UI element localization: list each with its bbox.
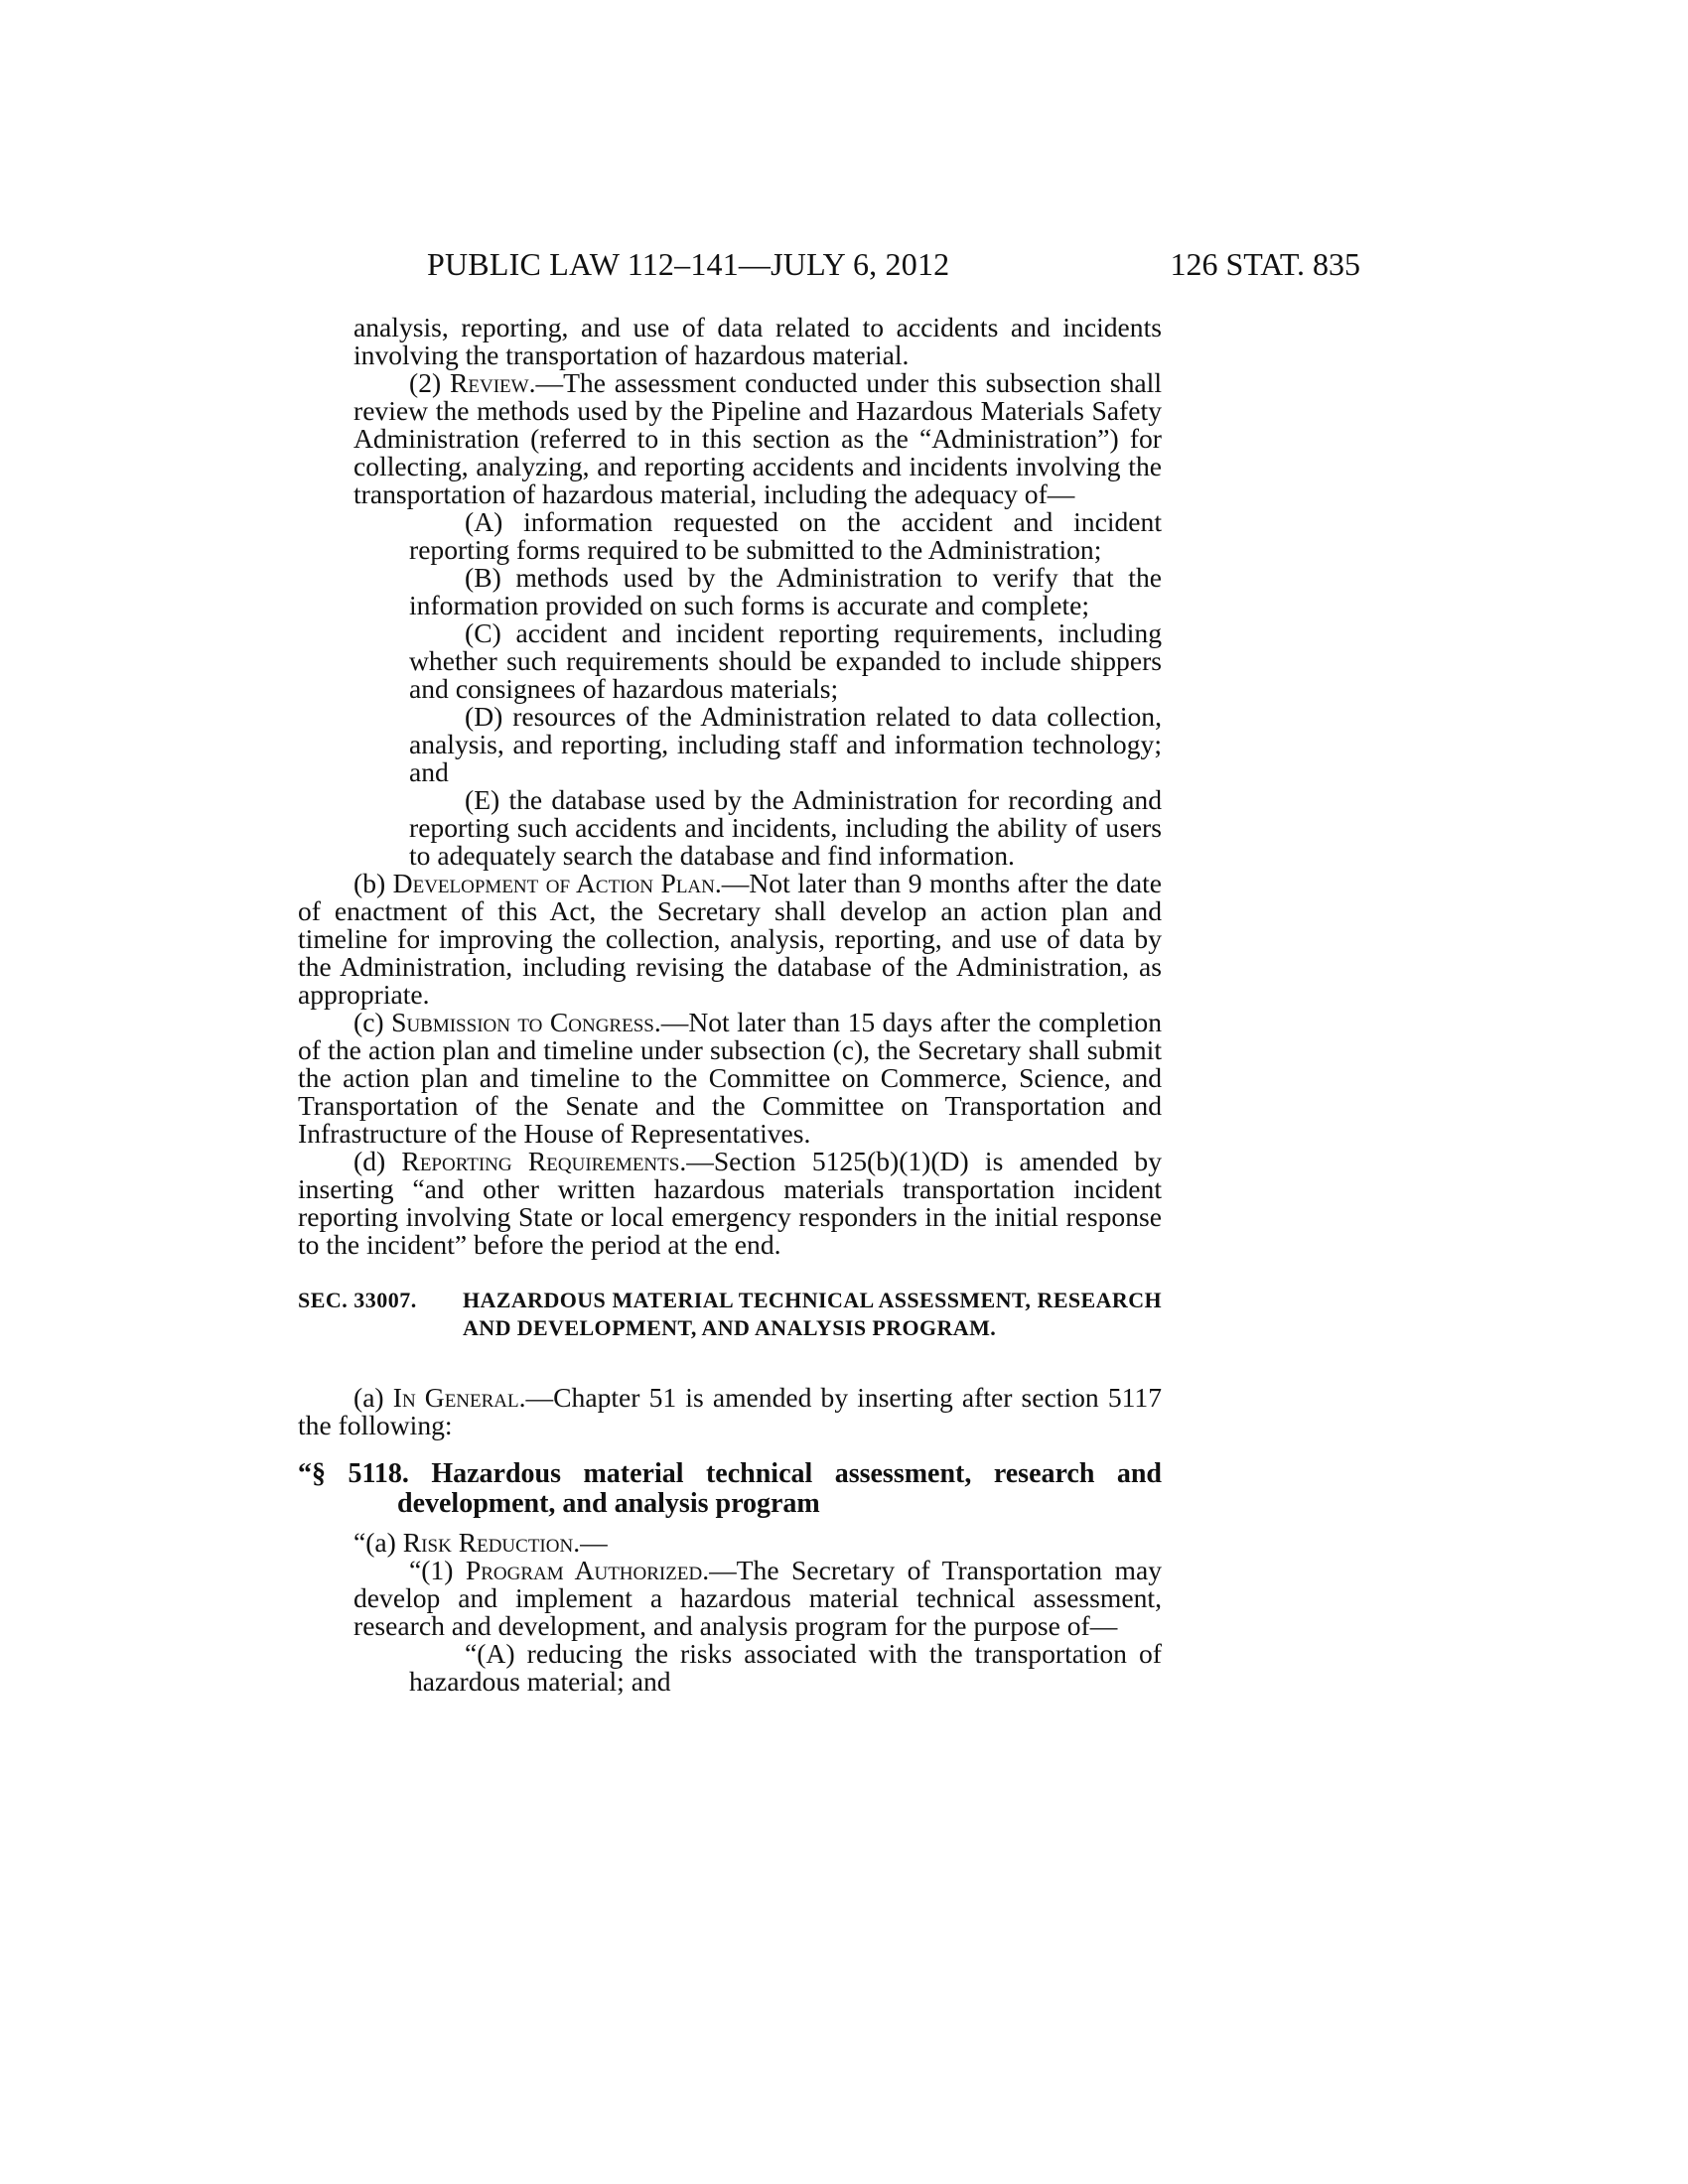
program-paragraph bbox=[353, 1557, 1162, 1640]
code-section-heading: “§ 5118. Hazardous material technical assessment, research and development, and analysis program bbox=[298, 1458, 1162, 1519]
submission-heading: Submission to Congress bbox=[391, 1007, 654, 1037]
submission-text: .—Not later than 15 days after the completion of the action plan and timeline under subsection (c), the Secretary shall submit the action plan and timeline to the Committee on Commerce, Science, and Transportation of the Senate and the Committee on Transportation and Infrastructure of the House of Representatives. bbox=[298, 1007, 1163, 1149]
reporting-text: .—Section 5125(b)(1)(D) is amended by inserting “and other written hazardous materials transportation incident reporting involving State or local emergency responders in the initial response to the incident” before the period at the end. bbox=[298, 1146, 1162, 1260]
development-paragraph bbox=[298, 870, 1162, 1009]
section-heading bbox=[298, 1287, 1162, 1370]
section-label: SEC. 33007. bbox=[298, 1288, 417, 1312]
reporting-paragraph bbox=[298, 1148, 1162, 1259]
general-text: .—Chapter 51 is amended by inserting after section 5117 the following: bbox=[298, 1382, 1162, 1440]
risk-reduction-paragraph bbox=[353, 1529, 1162, 1557]
document-body bbox=[298, 314, 1162, 1696]
program-heading: Program Authorized bbox=[465, 1555, 703, 1585]
reporting-heading: Reporting Requirements bbox=[401, 1146, 680, 1176]
clause-d: (D) resources of the Administration related to data collection, analysis, and reporting, including staff and information technology; and bbox=[409, 701, 1162, 787]
program-text: .—The Secretary of Transportation may develop and implement a hazardous material technical assessment, research and development, and analysis program for the purpose of— bbox=[353, 1555, 1163, 1641]
clause-a: (A) information requested on the accident and incident reporting forms required to be submitted to the Administration; bbox=[409, 506, 1162, 565]
development-text: .—Not later than 9 months after the date of enactment of this Act, the Secretary shall develop an action plan and timeline for improving the collection, analysis, reporting, and use of data by the Administration, including revising the database of the Administration, as appropriate. bbox=[298, 868, 1162, 1010]
section-title: HAZARDOUS MATERIAL TECHNICAL ASSESSMENT, RESEARCH AND DEVELOPMENT, AND ANALYSIS PROGRAM. bbox=[463, 1288, 1162, 1340]
review-heading: Review bbox=[449, 367, 529, 398]
development-heading: Development of Action Plan bbox=[392, 868, 715, 898]
program-number: “(1) bbox=[409, 1555, 466, 1585]
risk-dash: .— bbox=[573, 1527, 608, 1558]
reduce-clause: “(A) reducing the risks associated with the transportation of hazardous material; and bbox=[409, 1638, 1162, 1697]
review-paragraph bbox=[353, 369, 1162, 508]
page-reference: 126 STAT. 835 bbox=[1170, 246, 1360, 282]
development-number: (b) bbox=[353, 868, 393, 898]
general-number: (a) bbox=[353, 1382, 393, 1413]
general-paragraph bbox=[298, 1384, 1162, 1439]
risk-number: “(a) bbox=[353, 1527, 403, 1558]
continued-paragraph: analysis, reporting, and use of data related to accidents and incidents involving the transportation of hazardous material. bbox=[353, 312, 1162, 370]
submission-paragraph bbox=[298, 1009, 1162, 1148]
clause-e: (E) the database used by the Administration for recording and reporting such accidents and incidents, including the ability of users to adequately search the database and find information. bbox=[409, 784, 1162, 871]
clause-c: (C) accident and incident reporting requirements, including whether such requirements should be expanded to include shippers and consignees of hazardous materials; bbox=[409, 617, 1162, 704]
general-heading: In General bbox=[392, 1382, 519, 1413]
review-text: .—The assessment conducted under this subsection shall review the methods used by the Pipeline and Hazardous Materials Safety Administration (referred to in this section as the “Administration”) for collecting, analyzing, and reporting accidents and incidents involving the transportation of hazardous material, including the adequacy of— bbox=[353, 367, 1162, 509]
running-header-title: PUBLIC LAW 112–141—JULY 6, 2012 bbox=[427, 246, 950, 282]
review-number: (2) bbox=[409, 367, 450, 398]
clause-b: (B) methods used by the Administration to verify that the information provided on such forms is accurate and complete; bbox=[409, 562, 1162, 620]
reporting-number: (d) bbox=[353, 1146, 402, 1176]
risk-heading: Risk Reduction bbox=[402, 1527, 574, 1558]
submission-number: (c) bbox=[353, 1007, 392, 1037]
